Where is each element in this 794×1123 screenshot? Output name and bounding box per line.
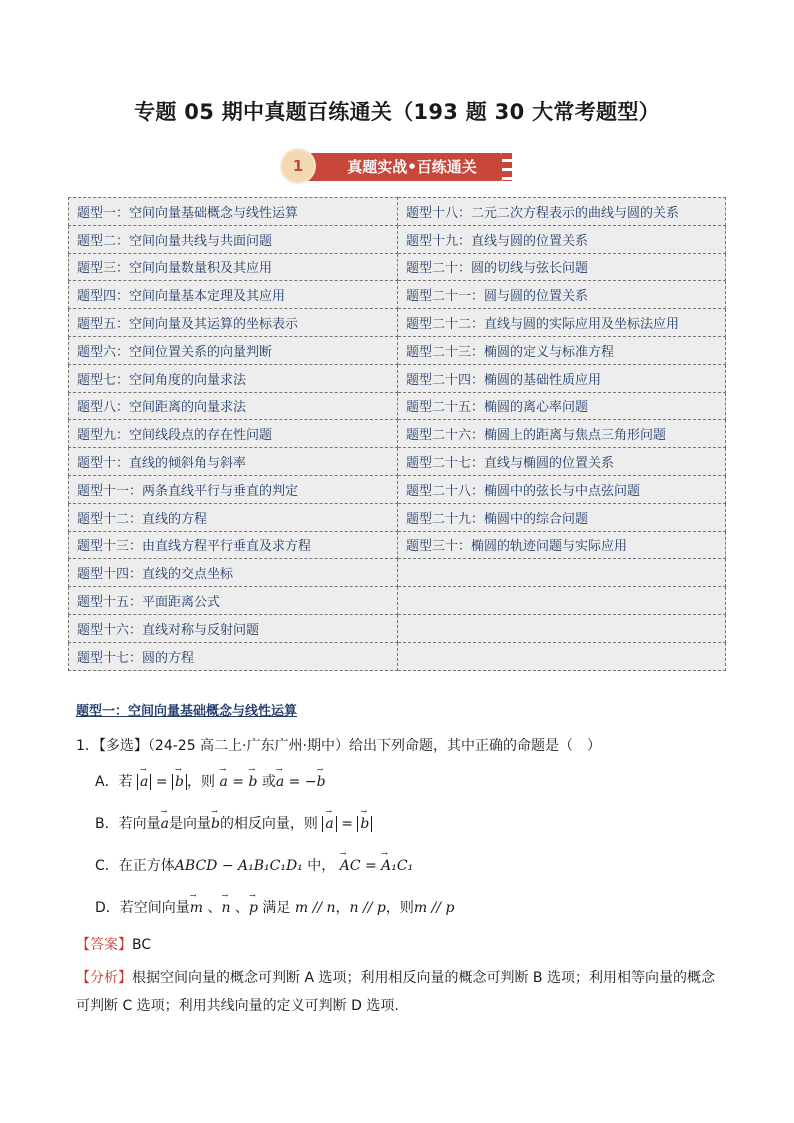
- topic-row: [69, 448, 726, 476]
- question-stem: [76, 735, 601, 755]
- question-source: （24-25 高二上·广东广州·期中）: [147, 738, 349, 754]
- topic-row: [69, 614, 726, 642]
- topic-cell-left: 题型十三：由直线方程平行垂直及求方程: [69, 531, 398, 559]
- topic-cell-left: 题型十一：两条直线平行与垂直的判定: [69, 475, 398, 503]
- document-title: 专题 05 期中真题百练通关（193 题 30 大常考题型）: [134, 100, 660, 124]
- question-number: 1．: [76, 738, 99, 754]
- topic-row: [69, 420, 726, 448]
- topic-cell-right: 题型十八：二元二次方程表示的曲线与圆的关系: [398, 198, 726, 226]
- topic-row: [69, 336, 726, 364]
- topic-table: [68, 197, 726, 671]
- topic-row: [69, 225, 726, 253]
- topic-cell-right: 题型二十四：椭圆的基础性质应用: [398, 364, 726, 392]
- topic-cell-right: 题型十九：直线与圆的位置关系: [398, 225, 726, 253]
- option-d: D．若空间向量→ m 、→ n 、→ p 满足 m // n，n // p，则m // p: [95, 897, 454, 917]
- question-tag: 【多选】: [98, 738, 148, 754]
- section-banner: [282, 150, 512, 186]
- topic-row: [69, 281, 726, 309]
- topic-cell-left: 题型四：空间向量基本定理及其应用: [69, 281, 398, 309]
- topic-cell-right: 题型二十一：圆与圆的位置关系: [398, 281, 726, 309]
- topic-row: [69, 198, 726, 226]
- option-c: C．在正方体ABCD − A₁B₁C₁D₁ 中， → AC = → A₁C₁: [95, 855, 413, 875]
- topic-cell-right: 题型二十八：椭圆中的弦长与中点弦问题: [398, 475, 726, 503]
- topic-row: [69, 309, 726, 337]
- answer-label: 【答案】: [76, 937, 132, 953]
- topic-cell-right: 题型二十：圆的切线与弦长问题: [398, 253, 726, 281]
- topic-cell-left: 题型十六：直线对称与反射问题: [69, 614, 398, 642]
- topic-cell-left: 题型六：空间位置关系的向量判断: [69, 336, 398, 364]
- topic-cell-right: 题型二十二：直线与圆的实际应用及坐标法应用: [398, 309, 726, 337]
- topic-cell-left: 题型七：空间角度的向量求法: [69, 364, 398, 392]
- topic-cell-right: 题型三十：椭圆的轨迹问题与实际应用: [398, 531, 726, 559]
- topic-cell-right: 题型二十七：直线与椭圆的位置关系: [398, 448, 726, 476]
- option-b: B．若向量→ a是向量→ b的相反向量，则 → a = → b: [95, 813, 372, 833]
- topic-row: [69, 587, 726, 615]
- topic-row: [69, 392, 726, 420]
- topic-cell-right: 题型二十九：椭圆中的综合问题: [398, 503, 726, 531]
- topic-row: [69, 503, 726, 531]
- topic-row: [69, 559, 726, 587]
- topic-cell-right: 题型二十三：椭圆的定义与标准方程: [398, 336, 726, 364]
- topic-row: [69, 253, 726, 281]
- topic-cell-right: 题型二十五：椭圆的离心率问题: [398, 392, 726, 420]
- answer-line: [76, 934, 151, 954]
- topic-cell-left: 题型十二：直线的方程: [69, 503, 398, 531]
- section-heading: 题型一：空间向量基础概念与线性运算: [76, 704, 298, 719]
- topic-cell-right: [398, 614, 726, 642]
- topic-cell-left: 题型八：空间距离的向量求法: [69, 392, 398, 420]
- abs-a: → a: [137, 774, 151, 790]
- topic-cell-right: [398, 587, 726, 615]
- analysis-block: [76, 964, 724, 1020]
- topic-row: [69, 475, 726, 503]
- abs-b: → b: [172, 774, 187, 790]
- question-text: 给出下列命题，其中正确的命题是（ ）: [348, 738, 601, 754]
- topic-row: [69, 531, 726, 559]
- topic-row: [69, 364, 726, 392]
- topic-cell-left: 题型九：空间线段点的存在性问题: [69, 420, 398, 448]
- topic-cell-left: 题型三：空间向量数量积及其应用: [69, 253, 398, 281]
- topic-cell-left: 题型十：直线的倾斜角与斜率: [69, 448, 398, 476]
- topic-row: [69, 642, 726, 670]
- topic-cell-left: 题型二：空间向量共线与共面问题: [69, 225, 398, 253]
- topic-cell-right: [398, 642, 726, 670]
- banner-text: 真题实战•百练通关: [347, 158, 477, 176]
- topic-cell-left: 题型十七：圆的方程: [69, 642, 398, 670]
- answer-value: BC: [132, 937, 152, 953]
- option-a: A．若 → a = → b ，则 → a = → b 或→ a = −→ b: [95, 771, 326, 791]
- banner-number: 1: [282, 150, 314, 182]
- topic-cell-left: 题型五：空间向量及其运算的坐标表示: [69, 309, 398, 337]
- topic-cell-left: 题型十五：平面距离公式: [69, 587, 398, 615]
- topic-cell-left: 题型十四：直线的交点坐标: [69, 559, 398, 587]
- topic-cell-right: 题型二十六：椭圆上的距离与焦点三角形问题: [398, 420, 726, 448]
- topic-cell-right: [398, 559, 726, 587]
- analysis-label: 【分析】: [76, 970, 132, 986]
- topic-cell-left: 题型一：空间向量基础概念与线性运算: [69, 198, 398, 226]
- analysis-text: 根据空间向量的概念可判断 A 选项；利用相反向量的概念可判断 B 选项；利用相等向量的概念可判断 C 选项；利用共线向量的定义可判断 D 选项.: [76, 970, 715, 1014]
